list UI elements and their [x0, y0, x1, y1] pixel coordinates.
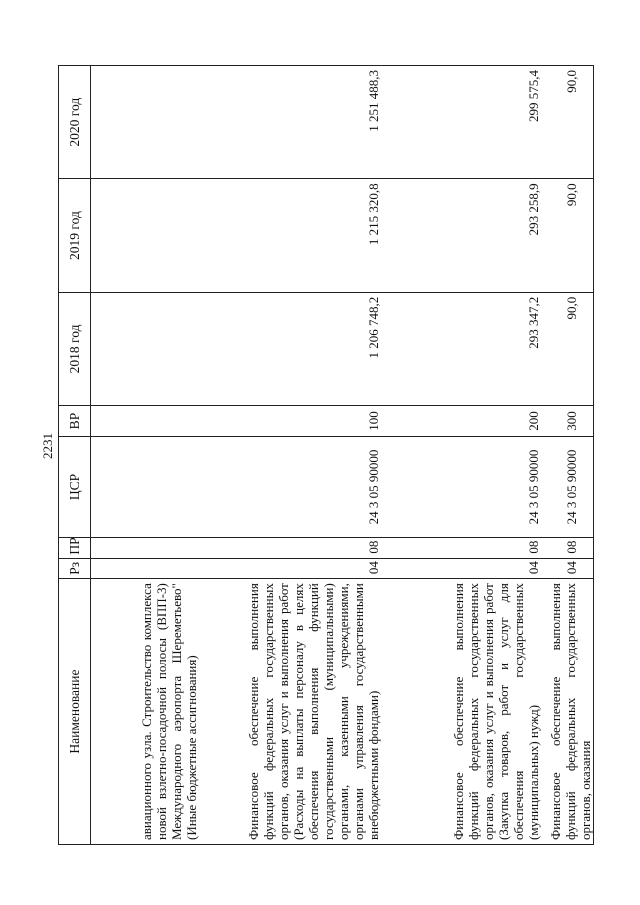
row-rz: 04 — [204, 558, 386, 579]
row-vr — [91, 406, 204, 437]
row-name: Финансовое обеспечение выполнения функций федеральных государственных органов, оказания — [546, 579, 594, 845]
header-2019: 2019 год — [59, 179, 91, 292]
row-pr — [91, 537, 204, 558]
header-vr: ВР — [59, 406, 91, 437]
header-rz: Рз — [59, 558, 91, 579]
row-name: Финансовое обеспечение выполнения функций федеральных государственных органов, оказания услуг и выполнения работ (Закупка товаров, работ и услуг для обеспечения государственных (муниципальных) нужд) — [386, 579, 546, 845]
header-2018: 2018 год — [59, 292, 91, 405]
row-2018: 90,0 — [546, 292, 594, 405]
row-csr — [91, 437, 204, 538]
row-2019: 293 258,9 — [386, 179, 546, 292]
header-csr: ЦСР — [59, 437, 91, 538]
row-pr: 08 — [546, 537, 594, 558]
page-number: 2231 — [40, 433, 55, 459]
row-2020: 299 575,4 — [386, 66, 546, 179]
row-rz: 04 — [546, 558, 594, 579]
row-pr: 08 — [204, 537, 386, 558]
rotated-table-container — [58, 65, 593, 845]
header-name: Наименование — [59, 579, 91, 845]
row-name: Финансовое обеспечение выполнения функций федеральных государственных органов, оказания услуг и выполнения работ (Расходы на выплаты персоналу в целях обеспечения выполнения функций государственными (муниципальными) органами, казенными учреждениями, органами управления государственными внебюджетными фондами) — [204, 579, 386, 845]
row-vr: 200 — [386, 406, 546, 437]
budget-table — [58, 65, 594, 845]
row-2018: 293 347,2 — [386, 292, 546, 405]
row-2019: 1 215 320,8 — [204, 179, 386, 292]
row-pr: 08 — [386, 537, 546, 558]
row-vr: 100 — [204, 406, 386, 437]
row-rz: 04 — [386, 558, 546, 579]
table-header-row — [59, 66, 91, 845]
row-2019: 90,0 — [546, 179, 594, 292]
row-csr: 24 3 05 90000 — [386, 437, 546, 538]
table-row — [386, 66, 546, 845]
table-row — [546, 66, 594, 845]
row-2019 — [91, 179, 204, 292]
row-name: авиационного узла. Строительство комплекса новой взлетно-посадочной полосы (ВПП-3) Международного аэропорта Шереметьево" (Иные бюджетные ассигнования) — [91, 579, 204, 845]
table-row — [91, 66, 204, 845]
row-2020: 90,0 — [546, 66, 594, 179]
row-rz — [91, 558, 204, 579]
row-2018: 1 206 748,2 — [204, 292, 386, 405]
table-row — [204, 66, 386, 845]
row-csr: 24 3 05 90000 — [546, 437, 594, 538]
row-2020: 1 251 488,3 — [204, 66, 386, 179]
row-csr: 24 3 05 90000 — [204, 437, 386, 538]
header-pr: ПР — [59, 537, 91, 558]
header-2020: 2020 год — [59, 66, 91, 179]
row-2020 — [91, 66, 204, 179]
row-vr: 300 — [546, 406, 594, 437]
row-2018 — [91, 292, 204, 405]
